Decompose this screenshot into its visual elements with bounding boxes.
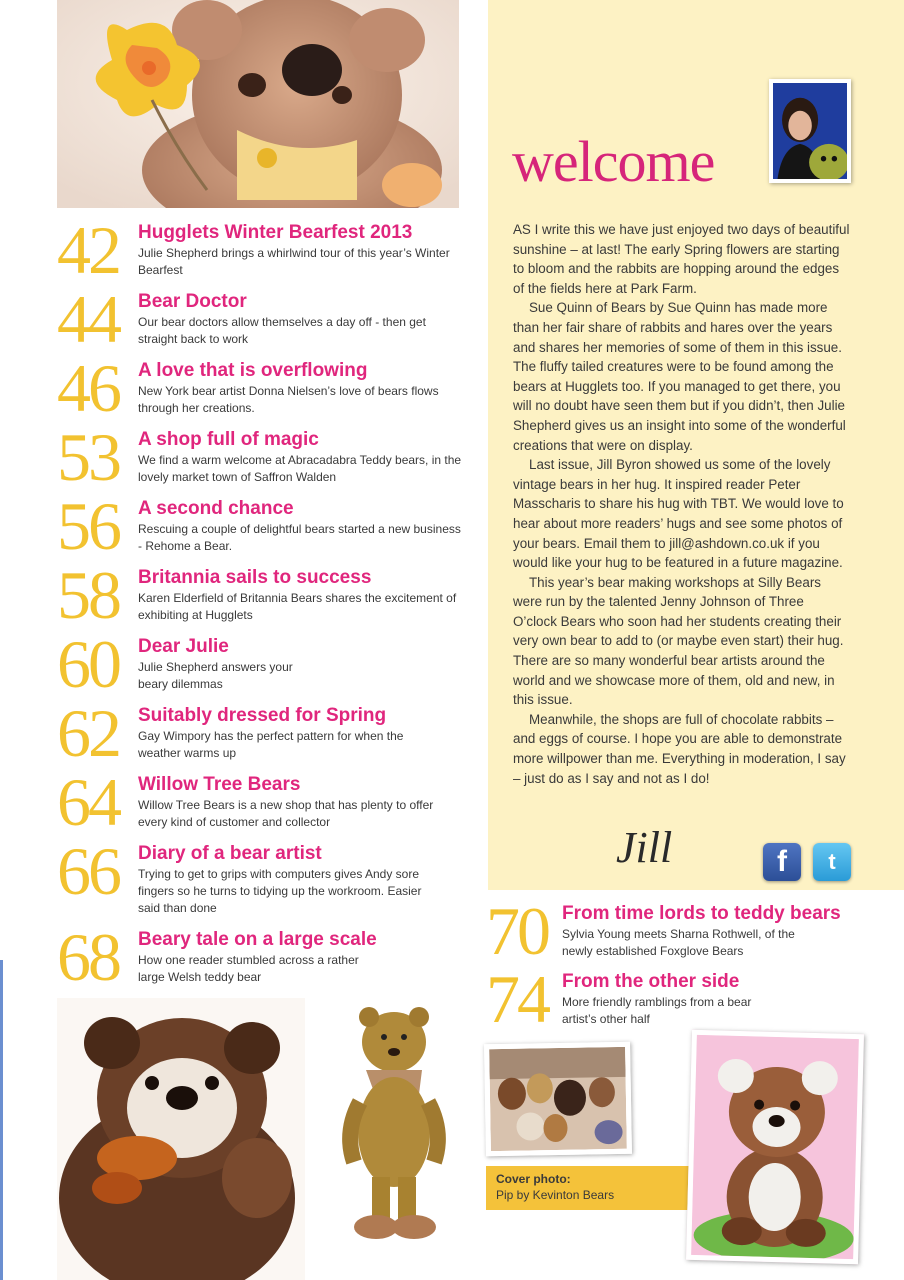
- brown-bear-photo: [57, 998, 305, 1280]
- contents-item[interactable]: [57, 488, 477, 568]
- page-number: 53: [57, 419, 119, 495]
- contents-item[interactable]: [57, 626, 477, 706]
- contents-item[interactable]: [57, 419, 477, 499]
- bear-display-photo: [484, 1042, 632, 1157]
- article-description: Karen Elderfield of Britannia Bears shares the excitement of exhibiting at Hugglets: [138, 591, 457, 622]
- page-number: 66: [57, 833, 119, 909]
- article-description: Gay Wimpory has the perfect pattern for when the weather warms up: [138, 729, 404, 760]
- cover-photo-caption: [486, 1166, 700, 1210]
- bear-with-flower-photo: [57, 0, 459, 208]
- page-number: 46: [57, 350, 119, 426]
- article-description: Sylvia Young meets Sharna Rothwell, of the newly established Foxglove Bears: [562, 927, 795, 958]
- scarf-bear-photo: [314, 992, 470, 1252]
- contents-item[interactable]: [57, 350, 477, 430]
- page-number: 70: [486, 893, 548, 969]
- welcome-paragraph: This year’s bear making workshops at Silly Bears were run by the talented Jenny Johnson of Three O’clock Bears who soon had her students creating their very own bear to add to (or maybe even start) their hug. There are so many wonderful bear artists around the world and we showcase more of them, old and new, in this issue.: [513, 574, 844, 708]
- article-title: From the other side: [562, 971, 740, 992]
- article-title: Britannia sails to success: [138, 567, 372, 588]
- article-title: Beary tale on a large scale: [138, 929, 377, 950]
- article-title: Willow Tree Bears: [138, 774, 301, 795]
- article-description: More friendly ramblings from a bear artist’s other half: [562, 995, 752, 1026]
- page-number: 68: [57, 919, 119, 995]
- editor-signature: Jill: [616, 823, 673, 872]
- page-number: 62: [57, 695, 119, 771]
- contents-item[interactable]: [57, 212, 477, 292]
- article-title: Hugglets Winter Bearfest 2013: [138, 222, 413, 243]
- page-number: 60: [57, 626, 119, 702]
- welcome-paragraph: Meanwhile, the shops are full of chocolate rabbits – and eggs of course. I hope you are able to demonstrate more willpower than me. Everything in moderation, I say – just do as I say and not as I do!: [513, 711, 846, 786]
- welcome-heading: welcome: [512, 129, 715, 194]
- article-title: A love that is overflowing: [138, 360, 368, 381]
- welcome-letter: [513, 220, 851, 788]
- welcome-paragraph: AS I write this we have just enjoyed two days of beautiful sunshine – at last! The early Spring flowers are starting to bloom and the rabbits are hopping around the edges of the fields here at Park Farm.: [513, 222, 850, 296]
- contents-item[interactable]: [57, 557, 477, 637]
- article-description: Trying to get to grips with computers gives Andy sore fingers so he turns to tidying up the workroom. Easier said than done: [138, 867, 422, 915]
- article-title: A shop full of magic: [138, 429, 319, 450]
- article-description: Julie Shepherd answers your beary dilemmas: [138, 660, 293, 691]
- contents-item[interactable]: [57, 919, 477, 999]
- article-description: Rescuing a couple of delightful bears started a new business - Rehome a Bear.: [138, 522, 461, 553]
- article-title: Suitably dressed for Spring: [138, 705, 387, 726]
- article-title: A second chance: [138, 498, 294, 519]
- article-title: From time lords to teddy bears: [562, 903, 841, 924]
- twitter-icon[interactable]: t: [813, 843, 851, 881]
- contents-item[interactable]: [57, 695, 477, 775]
- article-title: Bear Doctor: [138, 291, 247, 312]
- article-description: Our bear doctors allow themselves a day off - then get straight back to work: [138, 315, 426, 346]
- page-edge-bar: [0, 960, 3, 1280]
- cover-caption-credit: Pip by Kevinton Bears: [496, 1188, 615, 1202]
- welcome-paragraph: Last issue, Jill Byron showed us some of the lovely vintage bears in her hug. It inspired reader Peter Masscharis to share his hug with TBT. We would love to hear about more readers’ hugs and see some photos of your bears. Email them to jill@ashdown.co.uk if you would like your hug to be featured in a future magazine.: [513, 457, 844, 571]
- article-description: Julie Shepherd brings a whirlwind tour of this year’s Winter Bearfest: [138, 246, 450, 277]
- page-number: 42: [57, 212, 119, 288]
- cover-bear-photo: [686, 1030, 864, 1264]
- article-description: We find a warm welcome at Abracadabra Teddy bears, in the lovely market town of Saffron Walden: [138, 453, 462, 484]
- welcome-paragraph: Sue Quinn of Bears by Sue Quinn has made more than her fair share of rabbits and hares over the years and shares her memories of some of them in this issue. The fluffy tailed creatures were to be found among the bears at Hugglets too. If you managed to get there, you will no doubt have seen them but if you didn’t, then Julie Shepherd gives us an insight into some of the wonderful creations that were on display.: [513, 300, 846, 453]
- facebook-icon[interactable]: f: [763, 843, 801, 881]
- contents-item[interactable]: [57, 281, 477, 361]
- article-description: New York bear artist Donna Nielsen’s love of bears flows through her creations.: [138, 384, 439, 415]
- contents-item[interactable]: [57, 833, 477, 915]
- page-number: 74: [486, 961, 548, 1037]
- page-number: 56: [57, 488, 119, 564]
- page-number: 64: [57, 764, 119, 840]
- cover-caption-label: Cover photo:: [496, 1172, 571, 1186]
- article-description: Willow Tree Bears is a new shop that has plenty to offer every kind of customer and collector: [138, 798, 434, 829]
- contents-item[interactable]: [57, 764, 477, 844]
- editor-photo: [769, 79, 851, 183]
- article-description: How one reader stumbled across a rather large Welsh teddy bear: [138, 953, 359, 984]
- article-title: Dear Julie: [138, 636, 229, 657]
- article-title: Diary of a bear artist: [138, 843, 322, 864]
- contents-item[interactable]: [486, 961, 886, 1041]
- page-number: 58: [57, 557, 119, 633]
- page-number: 44: [57, 281, 119, 357]
